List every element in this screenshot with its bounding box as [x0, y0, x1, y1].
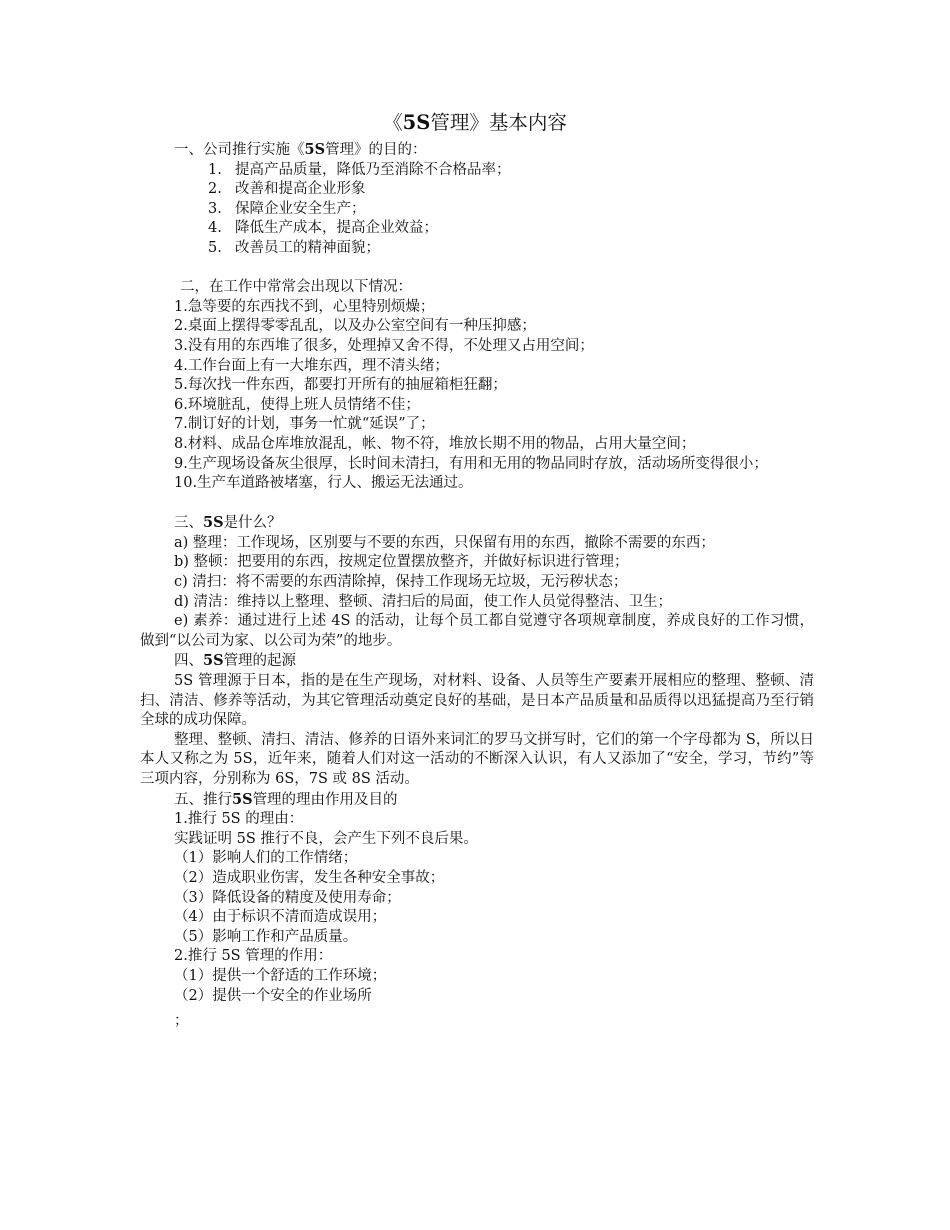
- title-rest: 管理》基本内容: [430, 111, 567, 134]
- list-item: [140, 200, 814, 220]
- list-item: 9.生产现场设备灰尘很厚，长时间未清扫，有用和无用的物品同时存放，活动场所变得很小；: [174, 455, 768, 472]
- section-4-heading: [140, 651, 814, 672]
- paragraph: 整理、整顿、清扫、清洁、修养的日语外来词汇的罗马文拼写时，它们的第一个字母都为 S，所以日本人又称之为 5S，近年来，随着人们对这一活动的不断深入认识，有人又添加了“安全，学习，节约”等三项内容，分别称为 6S，7S 或 8S 活动。: [140, 731, 814, 787]
- heading-text: 五、推行: [174, 791, 232, 808]
- list-item: [140, 239, 814, 259]
- list-item: （4）由于标识不清而造成误用；: [174, 909, 387, 926]
- document-title: [0, 110, 950, 136]
- subheading: 2.推行 5S 管理的作用：: [174, 948, 333, 965]
- heading-text: 是什么？: [223, 515, 282, 532]
- section-3-heading: [140, 513, 814, 534]
- list-text: 改善和提高企业形象: [235, 181, 366, 198]
- heading-text: 四、: [174, 653, 203, 670]
- list-item: e) 素养：通过进行上述 4S 的活动，让每个员工都自觉遵守各项规章制度，养成良好的工作习惯，做到“以公司为家、以公司为荣”的地步。: [140, 613, 814, 649]
- section-1-heading: [140, 140, 814, 161]
- list-item: 2.桌面上摆得零零乱乱，以及办公室空间有一种压抑感；: [174, 318, 536, 335]
- list-item: 1.急等要的东西找不到，心里特别烦燥；: [174, 298, 435, 315]
- list-item: 4.工作台面上有一大堆东西，理不清头绪；: [174, 357, 449, 374]
- heading-text: 管理的起源: [223, 653, 297, 670]
- list-item: （1）影响人们的工作情绪；: [174, 850, 358, 867]
- list-number: 1.: [208, 161, 222, 178]
- list-item: （2）造成职业伤害，发生各种安全事故；: [174, 869, 445, 886]
- list-item: 3.没有用的东西堆了很多，处理掉又舍不得，不处理又占用空间；: [174, 337, 594, 354]
- list-item: a) 整理：工作现场，区别要与不要的东西，只保留有用的东西，撤除不需要的东西；: [174, 534, 715, 551]
- list-item: [140, 219, 814, 239]
- list-number: 3.: [208, 200, 222, 217]
- list-number: 5.: [208, 239, 222, 256]
- list-item: 6.环境脏乱，使得上班人员情绪不佳；: [174, 396, 420, 413]
- heading-bold: 5S: [203, 652, 224, 670]
- list-item: （1）提供一个舒适的工作环境；: [174, 967, 387, 984]
- spacer: [140, 494, 814, 514]
- list-item: b) 整顿：把要用的东西，按规定位置摆放整齐，并做好标识进行管理；: [174, 554, 629, 571]
- list-item: 5.每次找一件东西，都要打开所有的抽屉箱柜狂翻；: [174, 377, 507, 394]
- list-text: 提高产品质量，降低乃至消除不合格品率；: [235, 161, 511, 178]
- list-item: [140, 161, 814, 181]
- heading-bold: 5S: [304, 141, 326, 158]
- list-item: （2）提供一个安全的作业场所: [174, 987, 372, 1004]
- title-bold-5s: 5S: [402, 111, 431, 134]
- heading-bold: 5S: [203, 514, 224, 532]
- list-text: 保障企业安全生产；: [235, 200, 366, 217]
- heading-bold: 5S: [232, 790, 253, 808]
- heading-text: 三、: [174, 515, 203, 532]
- list-item: 8.材料、成品仓库堆放混乱，帐、物不符，堆放长期不用的物品，占用大量空间；: [174, 435, 696, 452]
- subheading: 1.推行 5S 的理由：: [174, 811, 304, 828]
- trailing-punctuation: ；: [174, 1013, 189, 1030]
- list-item: [140, 180, 814, 200]
- paragraph: 5S 管理源于日本，指的是在生产现场，对材料、设备、人员等生产要素开展相应的整理、整顿、清扫、清洁、修养等活动，为其它管理活动奠定良好的基础，是日本产品质量和品质得以迅猛提高乃至行销全球的成功保障。: [140, 673, 814, 729]
- list-item: c) 清扫：将不需要的东西清除掉，保持工作现场无垃圾，无污秽状态；: [174, 574, 628, 591]
- section-5-heading: [140, 790, 814, 811]
- document-body: [140, 140, 814, 1032]
- list-text: 改善员工的精神面貌；: [235, 239, 380, 256]
- list-item: 10.生产车道路被堵塞，行人、搬运无法通过。: [174, 475, 473, 492]
- list-item: d) 清洁：维持以上整理、整顿、清扫后的局面，使工作人员觉得整洁、卫生；: [174, 593, 673, 610]
- list-number: 4.: [208, 220, 222, 237]
- spacer: [140, 259, 814, 279]
- heading-text: 管理的理由作用及目的: [252, 791, 398, 808]
- list-item: （5）影响工作和产品质量。: [174, 928, 358, 945]
- section-2-heading: 二，在工作中常常会出现以下情况：: [180, 279, 412, 296]
- list-item: 7.制订好的计划，事务一忙就“延误”了；: [174, 416, 435, 433]
- list-number: 2.: [208, 181, 222, 198]
- heading-text: 一、公司推行实施《: [174, 142, 305, 158]
- list-item: （3）降低设备的精度及使用寿命；: [174, 889, 401, 906]
- paragraph: 实践证明 5S 推行不良，会产生下列不良后果。: [174, 830, 478, 847]
- list-text: 降低生产成本，提高企业效益；: [235, 220, 438, 237]
- heading-text: 管理》的目的：: [325, 142, 427, 158]
- title-open-bracket: 《: [383, 111, 403, 134]
